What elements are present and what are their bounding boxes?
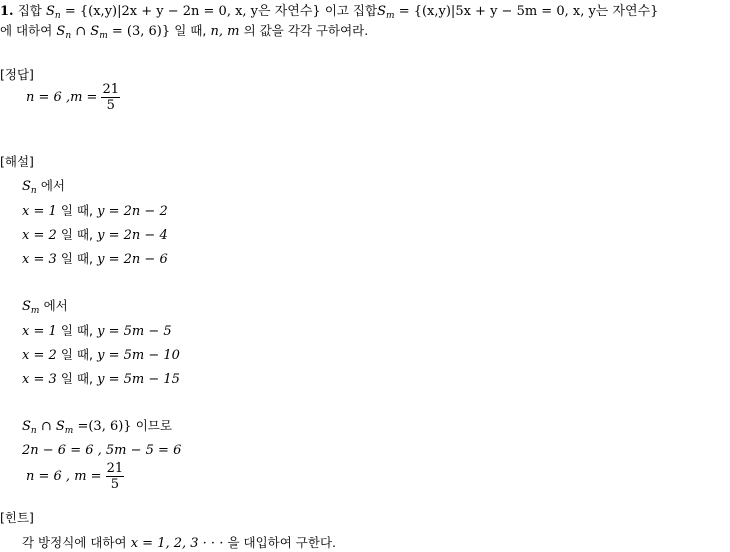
sn-line-2-kr: 일 때,	[60, 227, 94, 242]
sn-line-3	[22, 251, 168, 268]
solution-label	[0, 154, 34, 171]
sm-line-1-y: y = 5m − 5	[97, 324, 172, 339]
equation-text: 2n − 6 = 6 , 5m − 5 = 6	[22, 443, 182, 458]
intersection-value: = (3, 6)}	[111, 24, 171, 39]
sn-line-2-y: y = 2n − 4	[97, 228, 168, 243]
sn-line-1-x: x = 1	[22, 204, 57, 219]
sn-symbol: $S_n$	[22, 179, 37, 196]
sn-line-1-y: y = 2n − 2	[97, 204, 168, 219]
set-sm-definition: = {(x,y)|5x + y − 5m = 0, x, y는 자연수}	[398, 4, 659, 19]
set-sm-symbol: $S_m$	[377, 4, 395, 21]
sn-header-kr: 에서	[40, 178, 65, 193]
solution-label-text: [해설]	[0, 154, 34, 169]
hint-label-text: [힌트]	[0, 510, 34, 525]
final-fraction	[106, 461, 125, 492]
answer-m-fraction	[101, 82, 120, 113]
sm-line-2-y: y = 5m − 10	[97, 348, 180, 363]
sm-line-2-kr: 일 때,	[60, 347, 94, 362]
hint-math: x = 1, 2, 3 · · ·	[130, 536, 224, 551]
problem-kr-find: 의 값을 각각 구하여라.	[243, 23, 369, 38]
intersection-line	[22, 418, 172, 439]
hint-text-1: 각 방정식에 대하여	[22, 535, 127, 550]
sn-line-3-x: x = 3	[22, 252, 57, 267]
intersection-expression: $S_n$ ∩ $S_m$	[56, 24, 108, 41]
problem-kr-about: 에 대하여	[0, 23, 53, 38]
answer-n: n = 6	[26, 90, 62, 105]
sm-line-3-y: y = 5m − 15	[97, 372, 180, 387]
sm-symbol: $S_m$	[22, 299, 40, 316]
intersection-symbol: $S_n$ ∩ $S_m$	[22, 419, 74, 436]
sm-line-1-x: x = 1	[22, 324, 57, 339]
final-n-m: n = 6 , m =	[26, 469, 102, 484]
sm-line-3-kr: 일 때,	[60, 371, 94, 386]
sn-line-1	[22, 203, 168, 220]
answer-m: ,m =	[65, 90, 98, 105]
problem-kr-and-set: 이고 집합	[324, 3, 378, 18]
intersection-kr: 이므로	[135, 418, 172, 433]
answer-label-text: [정답]	[0, 67, 34, 82]
problem-vars: n, m	[210, 24, 240, 39]
final-numerator: 21	[106, 461, 124, 476]
problem-line-2	[0, 23, 368, 44]
sn-line-2-x: x = 2	[22, 228, 57, 243]
sn-line-3-y: y = 2n − 6	[97, 252, 168, 267]
sn-line-1-kr: 일 때,	[60, 203, 94, 218]
hint-line	[22, 535, 336, 552]
final-denominator: 5	[110, 477, 119, 492]
sm-line-1-kr: 일 때,	[60, 323, 94, 338]
final-line	[26, 461, 124, 492]
sm-line-2	[22, 347, 180, 364]
sm-line-3-x: x = 3	[22, 372, 57, 387]
equation-line	[22, 443, 181, 459]
sn-line-2	[22, 227, 168, 244]
intersection-result: =(3, 6)}	[77, 419, 132, 434]
set-sn-symbol: $S_n$	[46, 4, 61, 21]
sm-line-3	[22, 371, 180, 388]
sm-header-kr: 에서	[43, 298, 68, 313]
sn-header	[22, 178, 65, 199]
sn-line-3-kr: 일 때,	[60, 251, 94, 266]
hint-label	[0, 510, 34, 527]
problem-line-1	[0, 3, 658, 24]
set-sn-definition: = {(x,y)|2x + y − 2n = 0, x, y은 자연수}	[64, 4, 321, 19]
problem-kr-set: 집합	[17, 3, 42, 18]
answer-line	[26, 82, 120, 113]
sm-line-2-x: x = 2	[22, 348, 57, 363]
problem-kr-when: 일 때,	[174, 23, 207, 38]
sm-header	[22, 298, 68, 319]
sm-line-1	[22, 323, 172, 340]
answer-m-denominator: 5	[106, 98, 115, 113]
hint-text-2: 을 대입하여 구한다.	[227, 535, 336, 550]
problem-number: 1.	[0, 4, 14, 19]
answer-m-numerator: 21	[102, 82, 119, 97]
